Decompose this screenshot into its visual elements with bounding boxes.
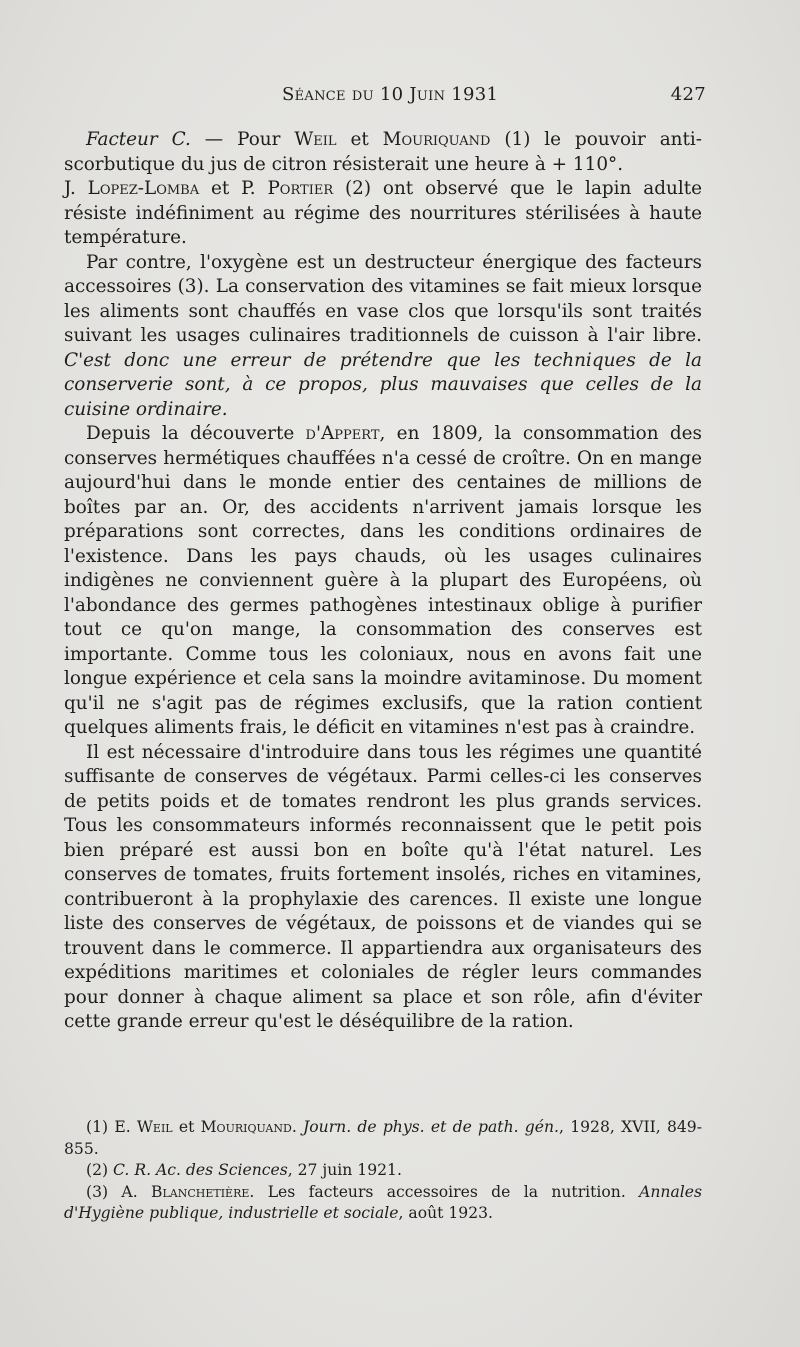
header-title: Séance du 10 Juin 1931 (282, 84, 499, 105)
author-portier: Portier (267, 178, 334, 199)
text-span: Depuis la découverte (86, 423, 306, 444)
journal-title: Journ. de phys. et de path. gén. (303, 1118, 560, 1136)
paragraph-facteur-c (64, 128, 702, 177)
text-span: , en 1809, la consommation des conserves hermétiques chauffées n'a cessé de croître. On en mange aujourd'hui dans le monde entier des centaines de millions de boîtes par an. Or, des accidents n'arrivent jamais lorsque les préparations sont correctes, dans les conditions ordinaires de l'existence. Dans les pays chauds, où les usages culinaires indigènes ne conviennent guère à la plupart des Européens, où l'abondance des germes pathogènes intestinaux oblige à purifier tout ce qu'on mange, la consommation des conserves est importante. Comme tous les coloniaux, nous en avons fait une longue expérience et cela sans la moindre avitaminose. Du moment qu'il ne s'agit pas de régimes exclusifs, que la ration contient quelques aliments frais, le déficit en vitamines n'est pas à craindre. (64, 423, 702, 738)
author-mouriquand: Mouriquand (382, 129, 491, 150)
footnote-1 (64, 1117, 702, 1160)
author-mouriquand: Mouriquand. (200, 1118, 297, 1136)
author-weil: Weil (294, 129, 337, 150)
text-span: et P. (199, 178, 268, 199)
paragraph-lopez-lomba (64, 177, 702, 251)
text-span: et (172, 1118, 201, 1136)
text-span: (2) (86, 1161, 114, 1179)
author-weil: Weil (136, 1118, 173, 1136)
text-span: J. (64, 178, 88, 199)
text-span: et (336, 129, 383, 150)
footnote-2 (64, 1160, 702, 1182)
body-text (64, 128, 702, 1035)
author-blanchetiere: Blanchetière. (151, 1182, 255, 1201)
emphasis-conclusion: C'est donc une erreur de prétendre que les techniques de la conserverie sont, à ce propos, plus mauvaises que celles de la cuisine ordinaire. (64, 349, 702, 420)
text-span: Par contre, l'oxygène est un destructeur énergique des facteurs accessoires (3). La conservation des vitamines se fait mieux lorsque les aliments sont chauffés en vase clos que lorsqu'ils sont traités suivant les usages culinaires traditionnels de cuisson à l'air libre. (64, 251, 702, 346)
text-span: (3) A. (86, 1182, 151, 1201)
term-facteur-c: Facteur C. (86, 129, 191, 150)
author-appert: d'Appert (305, 423, 380, 444)
text-span: Les facteurs accessoires de la nutrition. (254, 1182, 640, 1201)
running-header (64, 84, 706, 112)
paragraph-vegetaux: Il est nécessaire d'introduire dans tous les régimes une quantité suffisante de conserves de végétaux. Parmi celles-ci les conserves de petits poids et de tomates rendront les plus grands services. Tous les consommateurs informés reconnaissent que le petit pois bien préparé est aussi bon en boîte qu'à l'état naturel. Les conserves de tomates, fruits fortement insolés, riches en vitamines, contribueront à la prophylaxie des carences. Il existe une longue liste des conserves de végétaux, de poissons et de viandes qui se trouvent dans le commerce. Il appartiendra aux organisateurs des expéditions maritimes et coloniales de régler leurs commandes pour donner à chaque aliment sa place et son rôle, afin d'éviter cette grande erreur qu'est le déséquilibre de la ration. (64, 741, 702, 1032)
footnotes (64, 1117, 702, 1225)
journal-title: Annales d'Hygiène publique, industrielle et sociale (64, 1182, 702, 1222)
footnote-3 (64, 1182, 702, 1225)
text-span: (1) le pouvoir anti-scorbutique du jus de citron résisterait une heure à + 110°. (64, 129, 703, 175)
text-span: , 1928, XVII, 849-855. (64, 1118, 702, 1158)
text-span: , août 1923. (398, 1204, 493, 1222)
text-span: , 27 juin 1921. (287, 1161, 402, 1179)
journal-title: C. R. Ac. des Sciences (113, 1161, 288, 1179)
paragraph-oxygene (64, 251, 702, 423)
page-number: 427 (670, 84, 706, 105)
text-span: — Pour (190, 129, 295, 150)
author-lopez-lomba: Lopez-Lomba (87, 178, 200, 199)
paragraph-appert (64, 422, 702, 741)
text-span: (1) E. (86, 1118, 137, 1136)
text-span: (2) ont observé que le lapin adulte résiste indéfiniment au régime des nourritures stérilisées à haute température. (64, 178, 702, 248)
